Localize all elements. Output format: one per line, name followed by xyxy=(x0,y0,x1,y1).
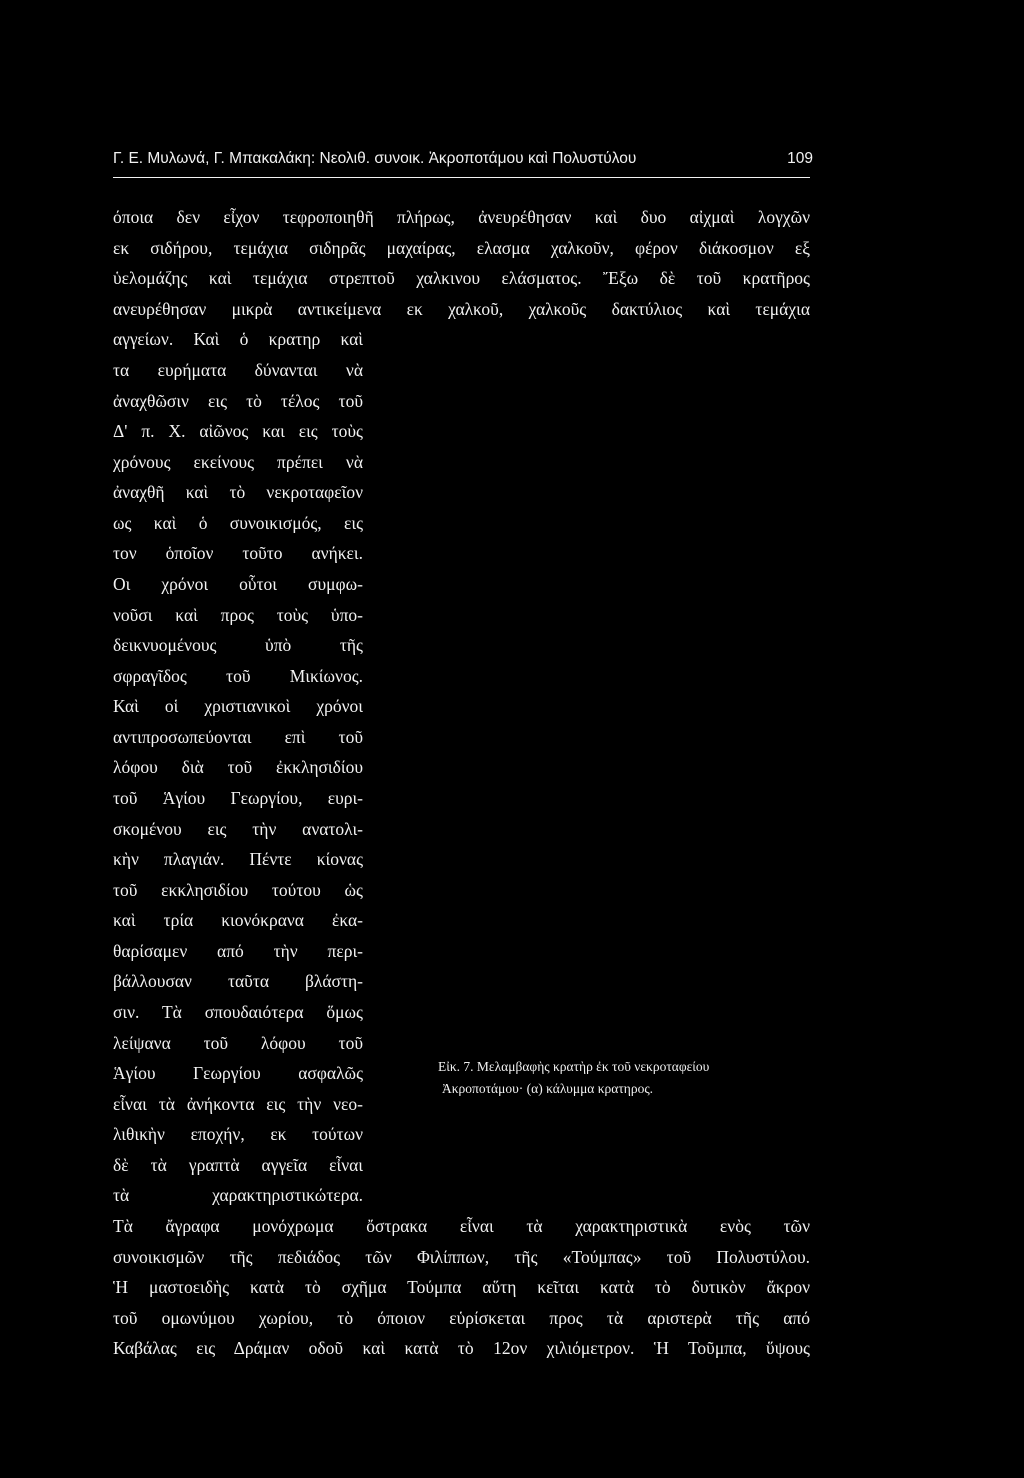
body-line: ἀναχθῆ καὶ τὸ νεκροταφεῖον xyxy=(113,482,363,502)
body-line: ανευρέθησαν μικρὰ αντικείμενα εκ χαλκοῦ, χαλκοῦς δακτύλιος καὶ τεμάχια xyxy=(113,299,810,319)
body-line: ὑελομάζης καὶ τεμάχια στρεπτοῦ χαλκινου ελάσματος. Ἔξω δὲ τοῦ κρατῆρος xyxy=(113,268,810,288)
body-line: Καὶ οἱ χριστιανικοὶ χρόνοι xyxy=(113,696,363,716)
body-line: Οι χρόνοι οὗτοι συμφω- xyxy=(113,574,363,594)
body-line: όποια δεν εἶχον τεφροποιηθῆ πλήρως, ἀνευρέθησαν καὶ δυο αἰχμαὶ λογχῶν xyxy=(113,207,810,227)
body-line: χρόνους εκείνους πρέπει νὰ xyxy=(113,452,363,472)
body-line: Ἁγίου Γεωργίου ασφαλῶς xyxy=(113,1063,363,1083)
body-line: σκομένου εις τὴν ανατολι- xyxy=(113,819,363,839)
body-line: νοῦσι καὶ προς τοὺς ὑπο- xyxy=(113,605,363,625)
body-line: τον ὁποῖον τοῦτο ανήκει. xyxy=(113,543,363,563)
body-line: τοῦ ομωνύμου χωρίου, τὸ όποιον εὑρίσκεται προς τὰ αριστερὰ τῆς από xyxy=(113,1308,810,1328)
body-line: λείψανα τοῦ λόφου τοῦ xyxy=(113,1033,363,1053)
figure-caption xyxy=(438,1056,818,1100)
body-line: τὰ χαρακτηριστικώτερα. xyxy=(113,1185,363,1205)
body-line: εἶναι τὰ ἀνήκοντα εις τὴν νεο- xyxy=(113,1094,363,1114)
body-line: τοῦ εκκλησιδίου τούτου ὡς xyxy=(113,880,363,900)
body-line: σφραγῖδος τοῦ Μικίωνος. xyxy=(113,666,363,686)
body-line: συνοικισμῶν τῆς πεδιάδος τῶν Φιλίππων, τῆς «Τούμπας» τοῦ Πολυστύλου. xyxy=(113,1247,810,1267)
body-line: σιν. Τὰ σπουδαιότερα ὅμως xyxy=(113,1002,363,1022)
header-rule xyxy=(113,177,810,178)
body-line: ως καὶ ὁ συνοικισμός, εις xyxy=(113,513,363,533)
body-line: Τὰ ἄγραφα μονόχρωμα ὄστρακα εἶναι τὰ χαρακτηριστικὰ ενὸς τῶν xyxy=(113,1216,810,1236)
figure-caption-line: Ἀκροποτάμου· (α) κάλυμμα κρατηρος. xyxy=(442,1081,654,1096)
body-line: λιθικὴν εποχήν, εκ τούτων xyxy=(113,1124,363,1144)
running-header xyxy=(113,150,813,172)
figure-caption-line: Εἰκ. 7. Μελαμβαφὴς κρατὴρ ἐκ τοῦ νεκροταφείου xyxy=(438,1059,710,1074)
body-line: ἀναχθῶσιν εις τὸ τέλος τοῦ xyxy=(113,391,363,411)
body-line: τα ευρήματα δύνανται νὰ xyxy=(113,360,363,380)
body-line: θαρίσαμεν από τὴν περι- xyxy=(113,941,363,961)
body-line: αντιπροσωπεύονται επὶ τοῦ xyxy=(113,727,363,747)
body-line: Καβάλας εις Δράμαν οδοῦ καὶ κατὰ τὸ 12ον χιλιόμετρον. Ἡ Τοῦμπα, ὕψους xyxy=(113,1338,810,1358)
body-line: δεικνυομένους ὑπὸ τῆς xyxy=(113,635,363,655)
body-line: Ἡ μαστοειδὴς κατὰ τὸ σχῆμα Τούμπα αὕτη κεῖται κατὰ τὸ δυτικὸν ἄκρον xyxy=(113,1277,810,1297)
body-line: καὶ τρία κιονόκρανα ἐκα- xyxy=(113,910,363,930)
page-number: 109 xyxy=(787,150,813,167)
body-line: αγγείων. Καὶ ὁ κρατηρ καὶ xyxy=(113,329,363,349)
body-line: Δ' π. Χ. αἰῶνος και εις τοὺς xyxy=(113,421,363,441)
body-line: κὴν πλαγιάν. Πέντε κίονας xyxy=(113,849,363,869)
body-line: δὲ τὰ γραπτὰ αγγεῖα εἶναι xyxy=(113,1155,363,1175)
body-line: βάλλουσαν ταῦτα βλάστη- xyxy=(113,971,363,991)
body-line: τοῦ Ἁγίου Γεωργίου, ευρι- xyxy=(113,788,363,808)
body-line: εκ σιδήρου, τεμάχια σιδηρᾶς μαχαίρας, ελασμα χαλκοῦν, φέρον διάκοσμον εξ xyxy=(113,238,810,258)
running-header-title: Γ. Ε. Μυλωνά, Γ. Μπακαλάκη: Νεολιθ. συνοικ. Ἀκροποτάμου καὶ Πολυστύλου xyxy=(113,150,637,167)
body-line: λόφου διὰ τοῦ ἐκκλησιδίου xyxy=(113,757,363,777)
